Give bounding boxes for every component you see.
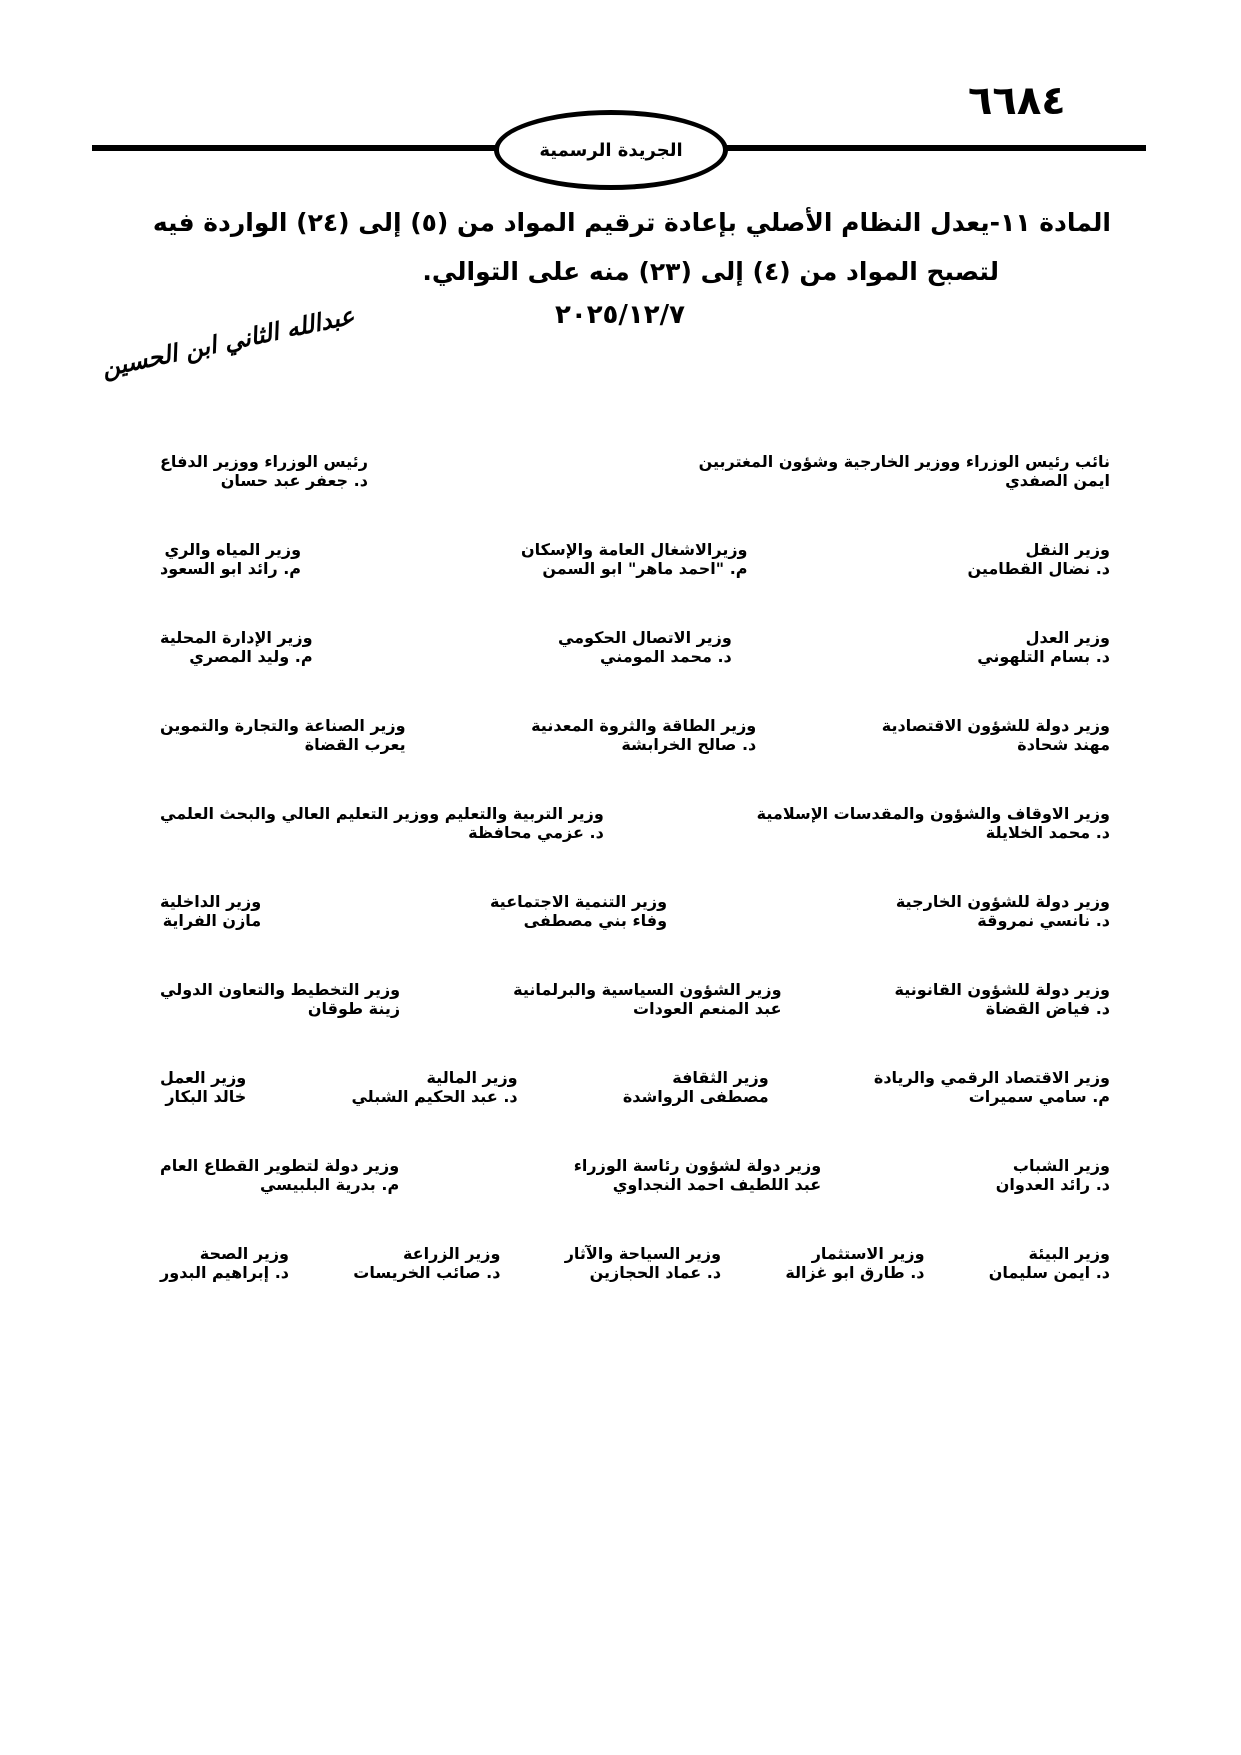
minister-entry	[160, 804, 604, 842]
minister-entry	[874, 1068, 1110, 1106]
minister-title: وزير المالية	[426, 1068, 518, 1087]
minister-row	[160, 716, 1110, 804]
minister-title: وزير الداخلية	[160, 892, 262, 911]
minister-title: وزيرالاشغال العامة والإسكان	[521, 540, 748, 559]
minister-row	[160, 1156, 1110, 1244]
minister-name: د. رائد العدوان	[995, 1175, 1110, 1194]
decree-date: ٢٠٢٥/١٢/٧	[554, 300, 686, 330]
minister-row	[160, 628, 1110, 716]
minister-entry	[895, 980, 1110, 1018]
minister-entry	[160, 452, 368, 490]
minister-name: عبد المنعم العودات	[633, 999, 782, 1018]
minister-entry	[351, 1068, 517, 1106]
minister-title: وزير التربية والتعليم ووزير التعليم العالي والبحث العلمي	[160, 804, 604, 823]
minister-name: د. جعفر عبد حسان	[220, 471, 368, 490]
minister-name: مصطفى الرواشدة	[622, 1087, 769, 1106]
minister-title: وزير الإدارة المحلية	[160, 628, 313, 647]
minister-name: د. بسام التلهوني	[977, 647, 1110, 666]
minister-title: وزير العمل	[160, 1068, 247, 1087]
article-line-2: لتصبح المواد من (٤) إلى (٢٣) منه على التوالي.	[422, 257, 999, 286]
minister-entry	[565, 1244, 721, 1282]
minister-entry	[160, 1068, 246, 1106]
minister-title: وزير الاقتصاد الرقمي والريادة	[873, 1068, 1110, 1087]
minister-entry	[989, 1244, 1110, 1282]
minister-title: وزير دولة للشؤون الخارجية	[895, 892, 1110, 911]
minister-name: زينة طوقان	[307, 999, 401, 1018]
minister-entry	[160, 980, 400, 1018]
gazette-label-oval	[494, 110, 728, 190]
minister-entry	[160, 716, 406, 754]
gazette-label: الجريدة الرسمية	[539, 139, 683, 161]
minister-title: وزير دولة لشؤون رئاسة الوزراء	[573, 1156, 822, 1175]
minister-name: مازن الفراية	[162, 911, 262, 930]
minister-row	[160, 1244, 1110, 1332]
minister-name: يعرب القضاة	[304, 735, 406, 754]
minister-entry	[160, 1244, 289, 1282]
minister-name: د. عزمي محافظة	[468, 823, 604, 842]
minister-entry	[353, 1244, 500, 1282]
minister-row	[160, 804, 1110, 892]
minister-row	[160, 980, 1110, 1068]
minister-title: وزير السياحة والآثار	[564, 1244, 722, 1263]
minister-name: د. محمد المومني	[600, 647, 732, 666]
minister-name: خالد البكار	[165, 1087, 247, 1106]
minister-title: وزير الثقافة	[672, 1068, 769, 1087]
minister-entry	[623, 1068, 769, 1106]
royal-signature	[99, 300, 357, 383]
minister-entry	[558, 628, 732, 666]
minister-name: د. طارق ابو غزالة	[785, 1263, 925, 1282]
minister-title: وزير دولة للشؤون الاقتصادية	[881, 716, 1110, 735]
minister-title: وزير الصحة	[199, 1244, 289, 1263]
minister-title: رئيس الوزراء ووزير الدفاع	[160, 452, 368, 471]
minister-entry	[531, 716, 756, 754]
minister-title: وزير الشؤون السياسية والبرلمانية	[513, 980, 782, 999]
minister-title: وزير التخطيط والتعاون الدولي	[160, 980, 401, 999]
minister-name: م. "احمد ماهر" ابو السمن	[542, 559, 748, 578]
minister-entry	[996, 1156, 1110, 1194]
minister-entry	[896, 892, 1110, 930]
minister-name: م. سامي سميرات	[968, 1087, 1110, 1106]
minister-name: ايمن الصفدي	[1005, 471, 1110, 490]
minister-title: وزير العدل	[1025, 628, 1110, 647]
minister-name: د. نانسي نمروقة	[977, 911, 1110, 930]
minister-name: د. ايمن سليمان	[988, 1263, 1110, 1282]
minister-title: وزير الشباب	[1012, 1156, 1110, 1175]
minister-title: وزير الزراعة	[402, 1244, 501, 1263]
minister-row	[160, 1068, 1110, 1156]
minister-name: د. صالح الخرابشة	[621, 735, 757, 754]
minister-title: وزير الطاقة والثروة المعدنية	[531, 716, 757, 735]
minister-entry	[977, 628, 1110, 666]
minister-name: د. عبد الحكيم الشبلي	[351, 1087, 518, 1106]
minister-title: وزير الاوقاف والشؤون والمقدسات الإسلامية	[756, 804, 1110, 823]
minister-title: وزير التنمية الاجتماعية	[489, 892, 668, 911]
minister-title: وزير الاستثمار	[811, 1244, 925, 1263]
minister-entry	[785, 1244, 924, 1282]
minister-entry	[490, 892, 667, 930]
minister-name: م. وليد المصري	[189, 647, 313, 666]
minister-name: د. إبراهيم البدور	[160, 1263, 289, 1282]
minister-name: د. محمد الخلايلة	[985, 823, 1110, 842]
minister-name: د. عماد الحجازين	[589, 1263, 722, 1282]
minister-row	[160, 452, 1110, 540]
minister-entry	[521, 540, 748, 578]
minister-name: د. فياض القضاة	[985, 999, 1110, 1018]
article-text	[91, 198, 1111, 296]
signature-image	[99, 300, 357, 383]
minister-entry	[513, 980, 781, 1018]
minister-title: وزير الصناعة والتجارة والتموين	[160, 716, 406, 735]
minister-name: عبد اللطيف احمد النجداوي	[612, 1175, 822, 1194]
minister-name: م. رائد ابو السعود	[160, 559, 302, 578]
minister-title: نائب رئيس الوزراء ووزير الخارجية وشؤون المغتربين	[698, 452, 1110, 471]
minister-name: م. بدرية البلبيسي	[259, 1175, 400, 1194]
minister-entry	[160, 540, 301, 578]
minister-entry	[967, 540, 1110, 578]
minister-title: وزير المياه والري	[164, 540, 302, 559]
minister-entry	[160, 628, 313, 666]
minister-title: وزير البيئة	[1028, 1244, 1110, 1263]
minister-name: د. نضال القطامين	[967, 559, 1110, 578]
signature-text: عبدالله الثاني ابن الحسين	[99, 300, 357, 383]
minister-title: وزير دولة للشؤون القانونية	[894, 980, 1110, 999]
article-line-1: المادة ١١-يعدل النظام الأصلي بإعادة ترقيم المواد من (٥) إلى (٢٤) الواردة فيه	[152, 208, 1111, 237]
minister-title: وزير دولة لتطوير القطاع العام	[160, 1156, 400, 1175]
minister-entry	[160, 1156, 399, 1194]
page-number: ٦٦٨٤	[968, 78, 1066, 124]
minister-title: وزير النقل	[1025, 540, 1110, 559]
minister-entry	[699, 452, 1110, 490]
minister-name: د. صائب الخريسات	[353, 1263, 501, 1282]
minister-name: وفاء بني مصطفى	[523, 911, 668, 930]
minister-entry	[882, 716, 1110, 754]
minister-name: مهند شحادة	[1017, 735, 1110, 754]
minister-entry	[757, 804, 1110, 842]
minister-title: وزير الاتصال الحكومي	[557, 628, 732, 647]
ministers-signatures	[160, 452, 1110, 1332]
minister-entry	[574, 1156, 821, 1194]
minister-entry	[160, 892, 261, 930]
minister-row	[160, 892, 1110, 980]
minister-row	[160, 540, 1110, 628]
